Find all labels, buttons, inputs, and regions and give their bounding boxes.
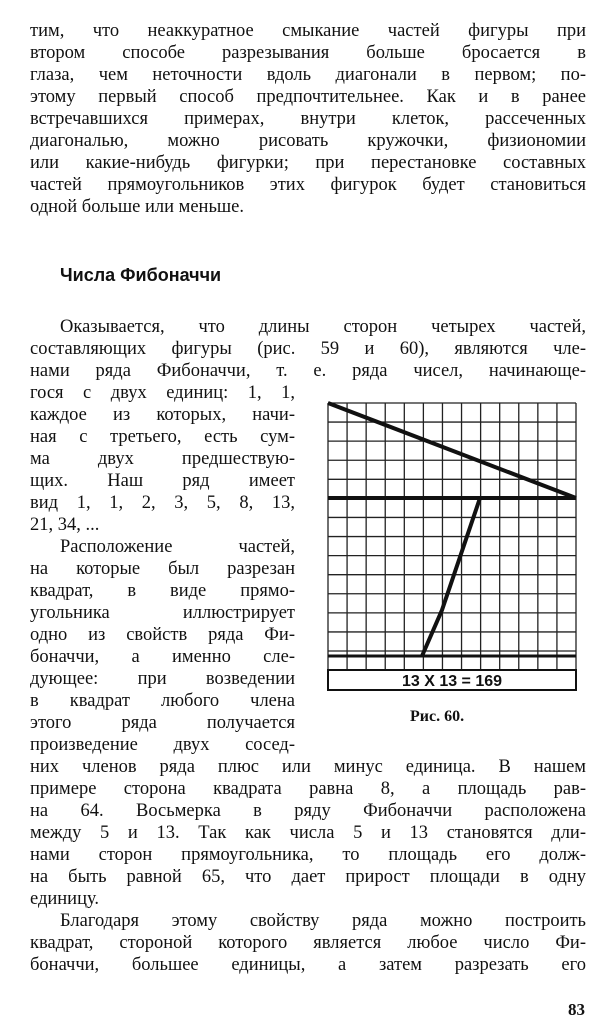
text-line: тим, что неаккуратное смыкание частей фигуры при — [30, 21, 586, 41]
text-line: этому первый способ предпочтительнее. Как и в ранее — [30, 87, 586, 107]
text-line: частей прямоугольников этих фигурок будет становиться — [30, 175, 586, 195]
text-line: Благодаря этому свойству ряда можно построить — [60, 911, 586, 931]
text-line: этого ряда получается — [30, 713, 295, 733]
text-line: на которые был разрезан — [30, 559, 295, 579]
text-line: произведение двух сосед- — [30, 735, 295, 755]
text-line: встречавшихся примерах, внутри клеток, рассеченных — [30, 109, 586, 129]
text-line: них членов ряда плюс или минус единица. В нашем — [30, 757, 586, 777]
text-line: каждое из которых, начи- — [30, 405, 295, 425]
text-line: ма двух предшествую- — [30, 449, 295, 469]
text-line: одной больше или меньше. — [30, 197, 244, 217]
text-line: втором способе разрезывания больше бросается в — [30, 43, 586, 63]
text-line: вид 1, 1, 2, 3, 5, 8, 13, — [30, 493, 295, 513]
text-line: или какие-нибудь фигурки; при перестановке составных — [30, 153, 586, 173]
text-line: единицу. — [30, 889, 100, 909]
section-heading: Числа Фибоначчи — [60, 265, 222, 285]
text-line: гося с двух единиц: 1, 1, — [30, 383, 295, 403]
text-line: боначчи, а именно сле- — [30, 647, 295, 667]
text-line: угольника иллюстрирует — [30, 603, 295, 623]
text-line: нами ряда Фибоначчи, т. е. ряда чисел, начинающе- — [30, 361, 586, 381]
fibonacci-grid-diagram — [322, 398, 584, 698]
text-line: глаза, чем неточности вдоль диагонали в первом; по- — [30, 65, 586, 85]
text-line: боначчи, большее единицы, а затем разрезать его — [30, 955, 586, 975]
text-line: на быть равной 65, что дает прирост площади в одну — [30, 867, 586, 887]
text-line: между 5 и 13. Так как числа 5 и 13 становятся дли- — [30, 823, 586, 843]
diagonal-cut-line — [328, 403, 576, 498]
text-line: на 64. Восьмерка в ряду Фибоначчи расположена — [30, 801, 586, 821]
text-line: Расположение частей, — [60, 537, 295, 557]
figure-caption: Рис. 60. — [410, 708, 465, 725]
text-line: одно из свойств ряда Фи- — [30, 625, 295, 645]
text-line: ная с третьего, есть сум- — [30, 427, 295, 447]
text-line: примере сторона квадрата равна 8, а площадь рав- — [30, 779, 586, 799]
text-line: квадрат, стороной которого является любое число Фи- — [30, 933, 586, 953]
figure-60 — [322, 398, 584, 698]
text-line: Оказывается, что длины сторон четырех частей, — [60, 317, 586, 337]
text-line: квадрат, в виде прямо- — [30, 581, 295, 601]
text-line: диагональю, можно рисовать кружочки, физиономии — [30, 131, 586, 151]
page-number: 83 — [568, 1000, 585, 1019]
text-line: дующее: при возведении — [30, 669, 295, 689]
text-line: щих. Наш ряд имеет — [30, 471, 295, 491]
text-line: составляющих фигуры (рис. 59 и 60), являются чле- — [30, 339, 586, 359]
grid-label: 13 X 13 = 169 — [401, 673, 503, 690]
text-line: в квадрат любого члена — [30, 691, 295, 711]
text-line: 21, 34, ... — [30, 515, 100, 535]
text-line: нами сторон прямоугольника, то площадь его долж- — [30, 845, 586, 865]
